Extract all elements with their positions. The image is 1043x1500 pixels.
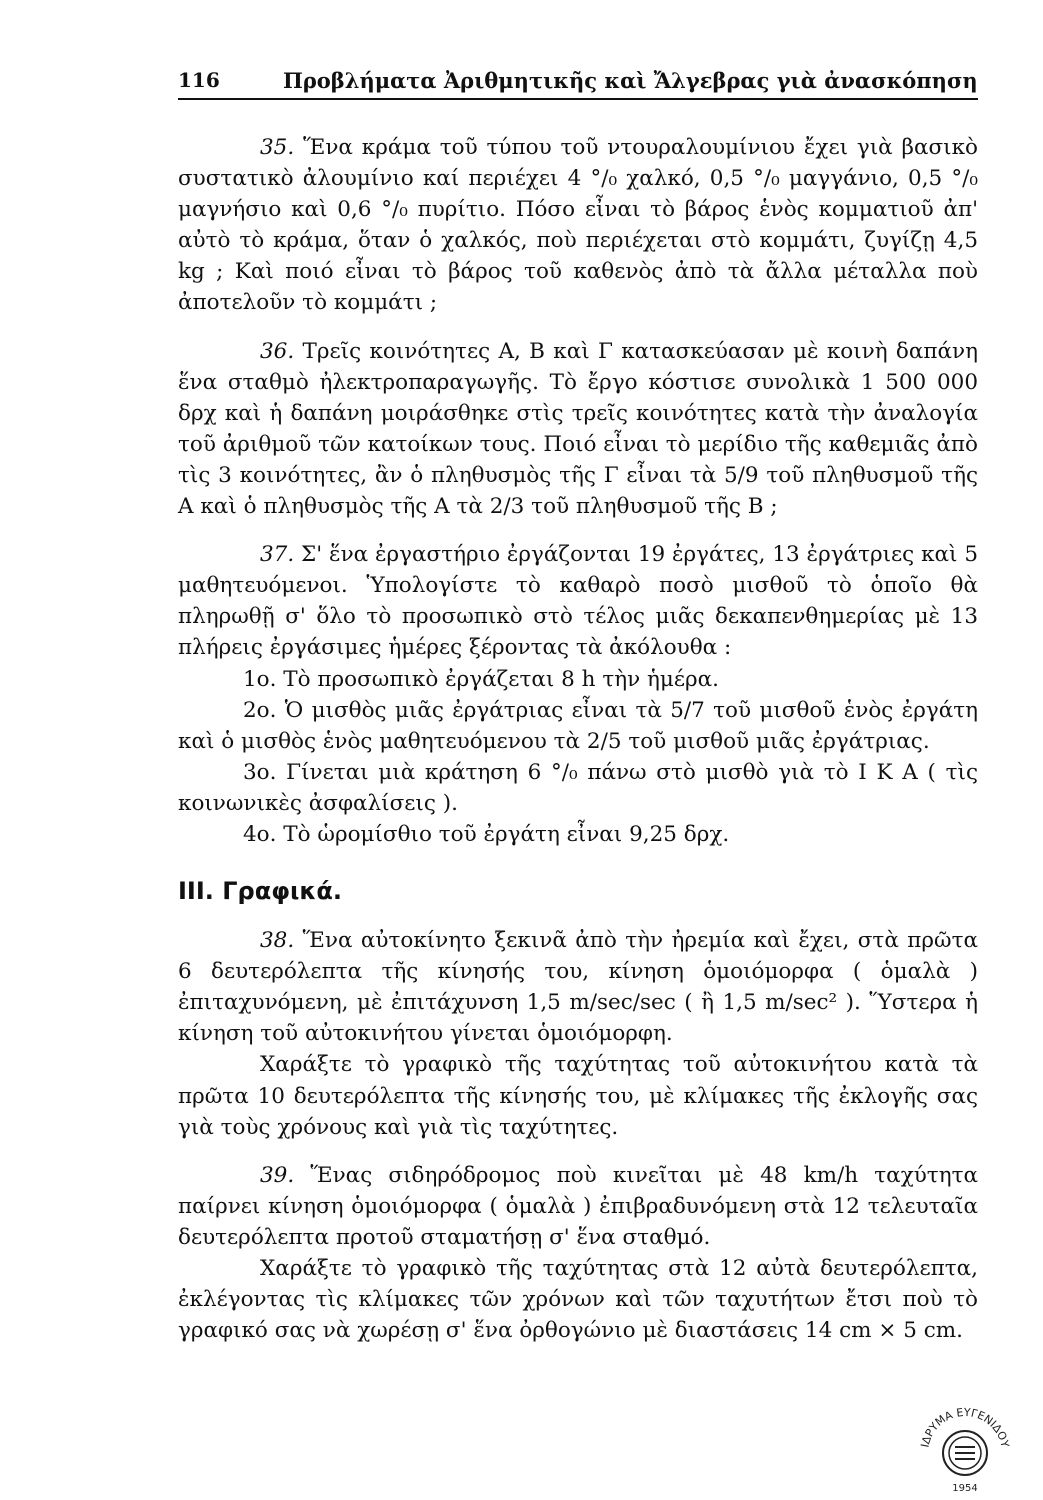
list-item: 3ο. Γίνεται μιὰ κράτηση 6 °/₀ πάνω στὸ μισθὸ γιὰ τὸ Ι Κ Α ( τὶς κοινωνικὲς ἀσφαλίσεις ). [178, 759, 978, 816]
problem-35 [178, 132, 978, 319]
problem-text: Ἕνα αὐτοκίνητο ξεκινᾶ ἀπὸ τὴν ἠρεμία καὶ ἔχει, στὰ πρῶτα 6 δευτερόλεπτα τῆς κίνησής του, κίνηση ὁμοιόμορφα ( ὁμαλὰ ) ἐπιταχυνόμενη, μὲ ἐπιτάχυνση 1,5 m/sec/sec ( ἢ 1,5 m/sec² ). Ὕστερα ἡ κίνηση τοῦ αὐτοκινήτου γίνεται ὁμοιόμορφη. [178, 928, 978, 1047]
problem-38-task: Χαράξτε τὸ γραφικὸ τῆς ταχύτητας τοῦ αὐτοκινήτου κατὰ τὰ πρῶτα 10 δευτερόλεπτα τῆς κίνησής του, μὲ κλίμακες τῆς ἐκλογῆς σας γιὰ τοὺς χρόνους καὶ γιὰ τὶς ταχύτητες. [178, 1052, 978, 1140]
problem-39-task: Χαράξτε τὸ γραφικὸ τῆς ταχύτητας στὰ 12 αὐτὰ δευτερόλεπτα, ἐκλέγοντας τὶς κλίμακες τῶν χρόνων καὶ τῶν ταχυτήτων ἔτσι ποὺ τὸ γραφικό σας νὰ χωρέσῃ σ' ἕνα ὀρθογώνιο μὲ διαστάσεις 14 cm × 5 cm. [178, 1256, 978, 1344]
problem-text: Ἕνα κράμα τοῦ τύπου τοῦ ντουραλουμίνιου ἔχει γιὰ βασικὸ συστατικὸ ἀλουμίνιο καί περιέχει 4 °/₀ χαλκό, 0,5 °/₀ μαγγάνιο, 0,5 °/₀ μαγνήσιο καὶ 0,6 °/₀ πυρίτιο. Πόσο εἶναι τὸ βάρος ἑνὸς κομματιοῦ ἀπ' αὐτὸ τὸ κράμα, ὅταν ὁ χαλκός, ποὺ περιέχεται στὸ κομμάτι, ζυγίζῃ 4,5 kg ; Καὶ ποιό εἶναι τὸ βάρος τοῦ καθενὸς ἀπὸ τὰ ἄλλα μέταλλα ποὺ ἀποτελοῦν τὸ κομμάτι ; [178, 135, 978, 316]
problem-number: 35. [260, 135, 295, 160]
page-header [178, 68, 978, 100]
problem-number: 36. [260, 338, 295, 364]
problem-36 [178, 336, 978, 523]
page-body [178, 132, 978, 1346]
problem-text: Τρεῖς κοινότητες Α, Β καὶ Γ κατασκεύασαν μὲ κοινὴ δαπάνη ἕνα σταθμὸ ἠλεκτροπαραγωγῆς. Τὸ ἔργο κόστισε συνολικὰ 1 500 000 δρχ καὶ ἡ δαπάνη μοιράσθηκε στὶς τρεῖς κοινότητες κατὰ τὴν ἀναλογία τοῦ ἀριθμοῦ τῶν κατοίκων τους. Ποιό εἶναι τὸ μερίδιο τῆς καθεμιᾶς ἀπὸ τὶς 3 κοινότητες, ἂν ὁ πληθυσμὸς τῆς Γ εἶναι τὰ 5/9 τοῦ πληθυσμοῦ τῆς Α καὶ ὁ πληθυσμὸς τῆς Α τὰ 2/3 τοῦ πληθυσμοῦ τῆς Β ; [178, 338, 978, 520]
problem-number: 37. [260, 542, 295, 568]
page-number: 116 [178, 68, 220, 92]
problem-number: 38. [260, 928, 295, 954]
problem-number: 39. [260, 1162, 295, 1188]
list-item: 4ο. Τὸ ὡρομίσθιο τοῦ ἐργάτη εἶναι 9,25 δρχ. [243, 821, 730, 847]
problem-37 [178, 539, 978, 663]
running-title: Προβλήματα Ἀριθμητικῆς καὶ Ἄλγεβρας γιὰ ἀνασκόπηση [283, 68, 978, 93]
section-heading: III. Γραφικά. [178, 877, 343, 906]
seal-year: 1954 [952, 1483, 978, 1494]
foundation-seal-icon [910, 1395, 1020, 1495]
seal-title: ΙΔΡΥΜΑ ΕΥΓΕΝΙΔΟΥ [918, 1405, 1012, 1449]
problem-38 [178, 925, 978, 1049]
list-item: 2ο. Ὁ μισθὸς μιᾶς ἐργάτριας εἶναι τὰ 5/7 τοῦ μισθοῦ ἑνὸς ἐργάτη καὶ ὁ μισθὸς ἑνὸς μαθητευόμενου τὰ 2/5 τοῦ μισθοῦ μιᾶς ἐργάτριας. [178, 697, 978, 754]
problem-text: Ἕνας σιδηρόδρομος ποὺ κινεῖται μὲ 48 km/h ταχύτητα παίρνει κίνηση ὁμοιόμορφα ( ὁμαλὰ ) ἐπιβραδυνόμενη στὰ 12 τελευταῖα δευτερόλεπτα προτοῦ σταματήσῃ σ' ἕνα σταθμό. [178, 1162, 978, 1250]
problem-text: Σ' ἕνα ἐργαστήριο ἐργάζονται 19 ἐργάτες, 13 ἐργάτριες καὶ 5 μαθητευόμενοι. Ὑπολογίστε τὸ καθαρὸ ποσὸ μισθοῦ τὸ ὁποῖο θὰ πληρωθῇ σ' ὅλο τὸ προσωπικὸ στὸ τέλος μιᾶς δεκαπενθημερίας μὲ 13 πλήρεις ἐργάσιμες ἡμέρες ξέροντας τὰ ἀκόλουθα : [178, 542, 978, 661]
list-item: 1ο. Τὸ προσωπικὸ ἐργάζεται 8 h τὴν ἡμέρα. [243, 666, 719, 692]
problem-39 [178, 1160, 978, 1253]
